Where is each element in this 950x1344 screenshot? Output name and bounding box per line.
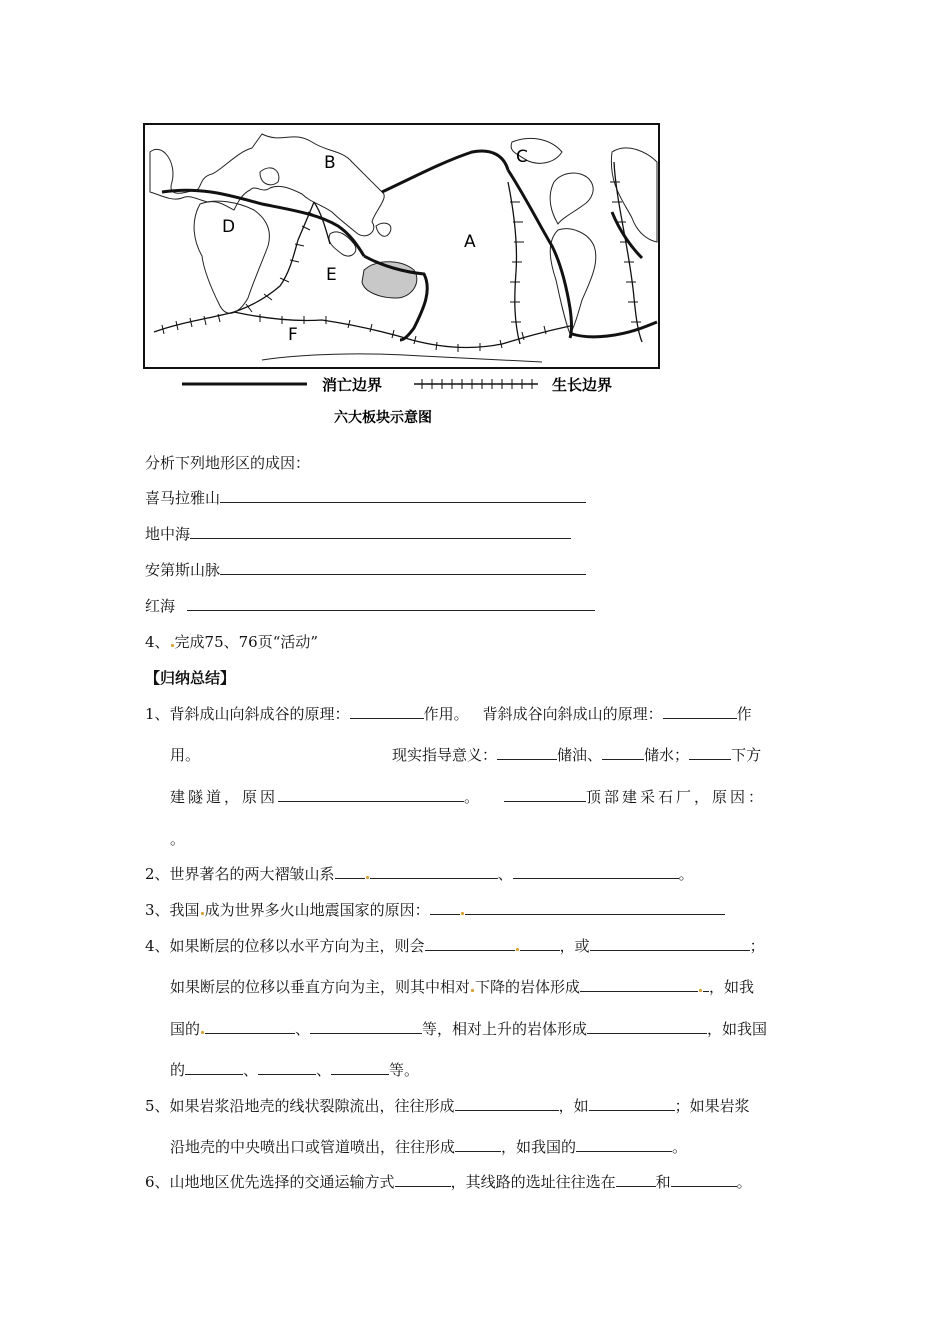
q5-text: ，如我国的 — [501, 1138, 577, 1156]
q3-text: 我国 — [169, 901, 200, 919]
answer-blank[interactable] — [335, 863, 365, 879]
q6-number: 6、 — [145, 1173, 170, 1191]
mark-dot — [201, 912, 204, 915]
q4-text: 等，相对上升的岩体形成 — [422, 1020, 588, 1038]
q2-number: 2、 — [145, 865, 170, 883]
q4-text: 、 — [316, 1061, 332, 1079]
map-frame — [144, 124, 659, 368]
answer-blank[interactable] — [504, 786, 586, 802]
q4-text: 的 — [170, 1061, 186, 1079]
q4-text: ，或 — [559, 937, 590, 955]
summary-q1-line1 — [145, 703, 752, 724]
q1-text: 储水； — [644, 746, 690, 764]
q1-text: 现实指导意义： — [392, 746, 498, 764]
answer-blank[interactable] — [576, 1136, 672, 1152]
q1-text: 。 — [170, 830, 186, 848]
mark-dot — [201, 1031, 204, 1034]
q5-text: 如果岩浆沿地壳的线状裂隙流出，往往形成 — [169, 1097, 455, 1115]
legend-divergent-label: 生长边界 — [552, 376, 613, 394]
map-caption: 六大板块示意图 — [334, 410, 432, 426]
q4-text: 等。 — [389, 1061, 420, 1079]
q4-text: ，如我 — [709, 978, 755, 996]
mark-dot — [471, 989, 474, 992]
q4-text: ； — [749, 937, 765, 955]
answer-blank[interactable] — [350, 703, 424, 719]
q6-text: 。 — [736, 1173, 752, 1191]
legend-subduction-label: 消亡边界 — [322, 376, 383, 394]
answer-blank[interactable] — [395, 1171, 451, 1187]
answer-blank[interactable] — [220, 559, 586, 575]
summary-q1-line4 — [170, 828, 185, 849]
answer-blank[interactable] — [331, 1059, 389, 1075]
q1-text: 顶部建采石厂，原因： — [586, 788, 767, 806]
answer-blank[interactable] — [310, 1018, 422, 1034]
mark-dot — [366, 876, 369, 879]
q4-text: 国的 — [170, 1020, 201, 1038]
plate-label-e: E — [326, 265, 337, 285]
plate-label-b: B — [324, 153, 336, 173]
answer-blank[interactable] — [455, 1136, 501, 1152]
q5-text: ；如果岩浆 — [674, 1097, 750, 1115]
mark-dot — [699, 989, 702, 992]
answer-blank[interactable] — [425, 935, 515, 951]
q6-text: 山地地区优先选择的交通运输方式 — [169, 1173, 395, 1191]
answer-blank[interactable] — [602, 744, 644, 760]
answer-blank[interactable] — [616, 1171, 656, 1187]
q2-text: 、 — [497, 865, 513, 883]
q6-text: 和 — [655, 1173, 671, 1191]
answer-blank[interactable] — [689, 744, 731, 760]
q3-text: 成为世界多火山地震国家的原因： — [204, 901, 430, 919]
q1-text: 作用。 — [423, 705, 469, 723]
summary-q3 — [145, 899, 725, 920]
q5-text: ，如 — [558, 1097, 589, 1115]
q4-text: ，如我国 — [707, 1020, 768, 1038]
answer-blank[interactable] — [278, 786, 464, 802]
analysis-prompt: 分析下列地形区的成因： — [145, 454, 311, 472]
answer-blank[interactable] — [590, 935, 750, 951]
plate-label-d: D — [222, 217, 236, 237]
analysis-item-label: 地中海 — [145, 525, 191, 543]
summary-q1-line3 — [170, 786, 766, 807]
q5-text: 。 — [672, 1138, 688, 1156]
q1-text: 背斜成山向斜成谷的原理： — [169, 705, 350, 723]
analysis-item-himalaya — [145, 487, 586, 508]
answer-blank[interactable] — [430, 899, 460, 915]
answer-blank[interactable] — [370, 863, 498, 879]
q4-text: 下降的岩体形成 — [475, 978, 581, 996]
answer-blank[interactable] — [520, 935, 560, 951]
q4-text: 如果断层的位移以水平方向为主，则会 — [169, 937, 425, 955]
answer-blank[interactable] — [205, 1018, 295, 1034]
answer-blank[interactable] — [220, 487, 586, 503]
answer-blank[interactable] — [589, 1095, 675, 1111]
mark-dot — [171, 644, 174, 647]
map-legend — [182, 376, 612, 394]
answer-blank[interactable] — [587, 1018, 707, 1034]
answer-blank[interactable] — [465, 899, 725, 915]
answer-blank[interactable] — [663, 703, 737, 719]
summary-q2 — [145, 863, 694, 884]
summary-q6 — [145, 1171, 752, 1192]
answer-blank[interactable] — [190, 523, 571, 539]
q1-text: 。 — [464, 788, 483, 806]
q4-number: 4、 — [145, 937, 170, 955]
answer-blank[interactable] — [671, 1171, 737, 1187]
answer-blank[interactable] — [258, 1059, 316, 1075]
activity-text: 完成75、76页“活动” — [174, 633, 319, 651]
q1-text: 下方 — [731, 746, 762, 764]
q2-text: 世界著名的两大褶皱山系 — [169, 865, 335, 883]
mark-dot — [461, 912, 464, 915]
q1-text: 作 — [736, 705, 752, 723]
summary-q5-line1 — [145, 1095, 750, 1116]
answer-blank[interactable] — [187, 595, 595, 611]
summary-q1-line2 — [170, 744, 761, 765]
summary-q4-line2 — [170, 976, 754, 997]
plate-label-c: C — [516, 147, 528, 167]
answer-blank[interactable] — [497, 744, 557, 760]
q1-text: 背斜成谷向斜成山的原理： — [482, 705, 663, 723]
answer-blank[interactable] — [580, 976, 698, 992]
summary-q5-line2 — [170, 1136, 687, 1157]
activity-line — [145, 631, 318, 652]
activity-number: 4、 — [145, 633, 170, 651]
summary-q4-line3 — [170, 1018, 767, 1039]
q3-number: 3、 — [145, 901, 170, 919]
q1-text: 储油、 — [557, 746, 603, 764]
summary-q4-line4 — [170, 1059, 419, 1080]
answer-blank[interactable] — [185, 1059, 243, 1075]
plate-label-a: A — [464, 232, 476, 252]
summary-q4-line1 — [145, 935, 765, 956]
answer-blank[interactable] — [513, 863, 679, 879]
plate-label-f: F — [288, 325, 298, 345]
analysis-item-label: 安第斯山脉 — [145, 561, 221, 579]
q1-text: 建隧道，原因 — [170, 788, 279, 806]
q6-text: ，其线路的选址往往选在 — [450, 1173, 616, 1191]
q2-text: 。 — [678, 865, 694, 883]
summary-heading: 【归纳总结】 — [145, 669, 236, 687]
q4-text: 如果断层的位移以垂直方向为主，则其中相对 — [170, 978, 471, 996]
q5-number: 5、 — [145, 1097, 170, 1115]
analysis-item-red-sea — [145, 595, 595, 616]
q4-text: 、 — [243, 1061, 259, 1079]
analysis-item-label: 喜马拉雅山 — [145, 489, 221, 507]
analysis-item-label: 红海 — [145, 597, 176, 615]
plate-map — [142, 122, 662, 432]
analysis-item-andes — [145, 559, 586, 580]
q1-text: 用。 — [170, 746, 201, 764]
q1-number: 1、 — [145, 705, 170, 723]
q4-text: 、 — [295, 1020, 311, 1038]
mark-dot — [516, 948, 519, 951]
answer-blank[interactable] — [455, 1095, 559, 1111]
plate-map-figure — [142, 122, 662, 432]
q5-text: 沿地壳的中央喷出口或管道喷出，往往形成 — [170, 1138, 456, 1156]
analysis-item-mediterranean — [145, 523, 571, 544]
